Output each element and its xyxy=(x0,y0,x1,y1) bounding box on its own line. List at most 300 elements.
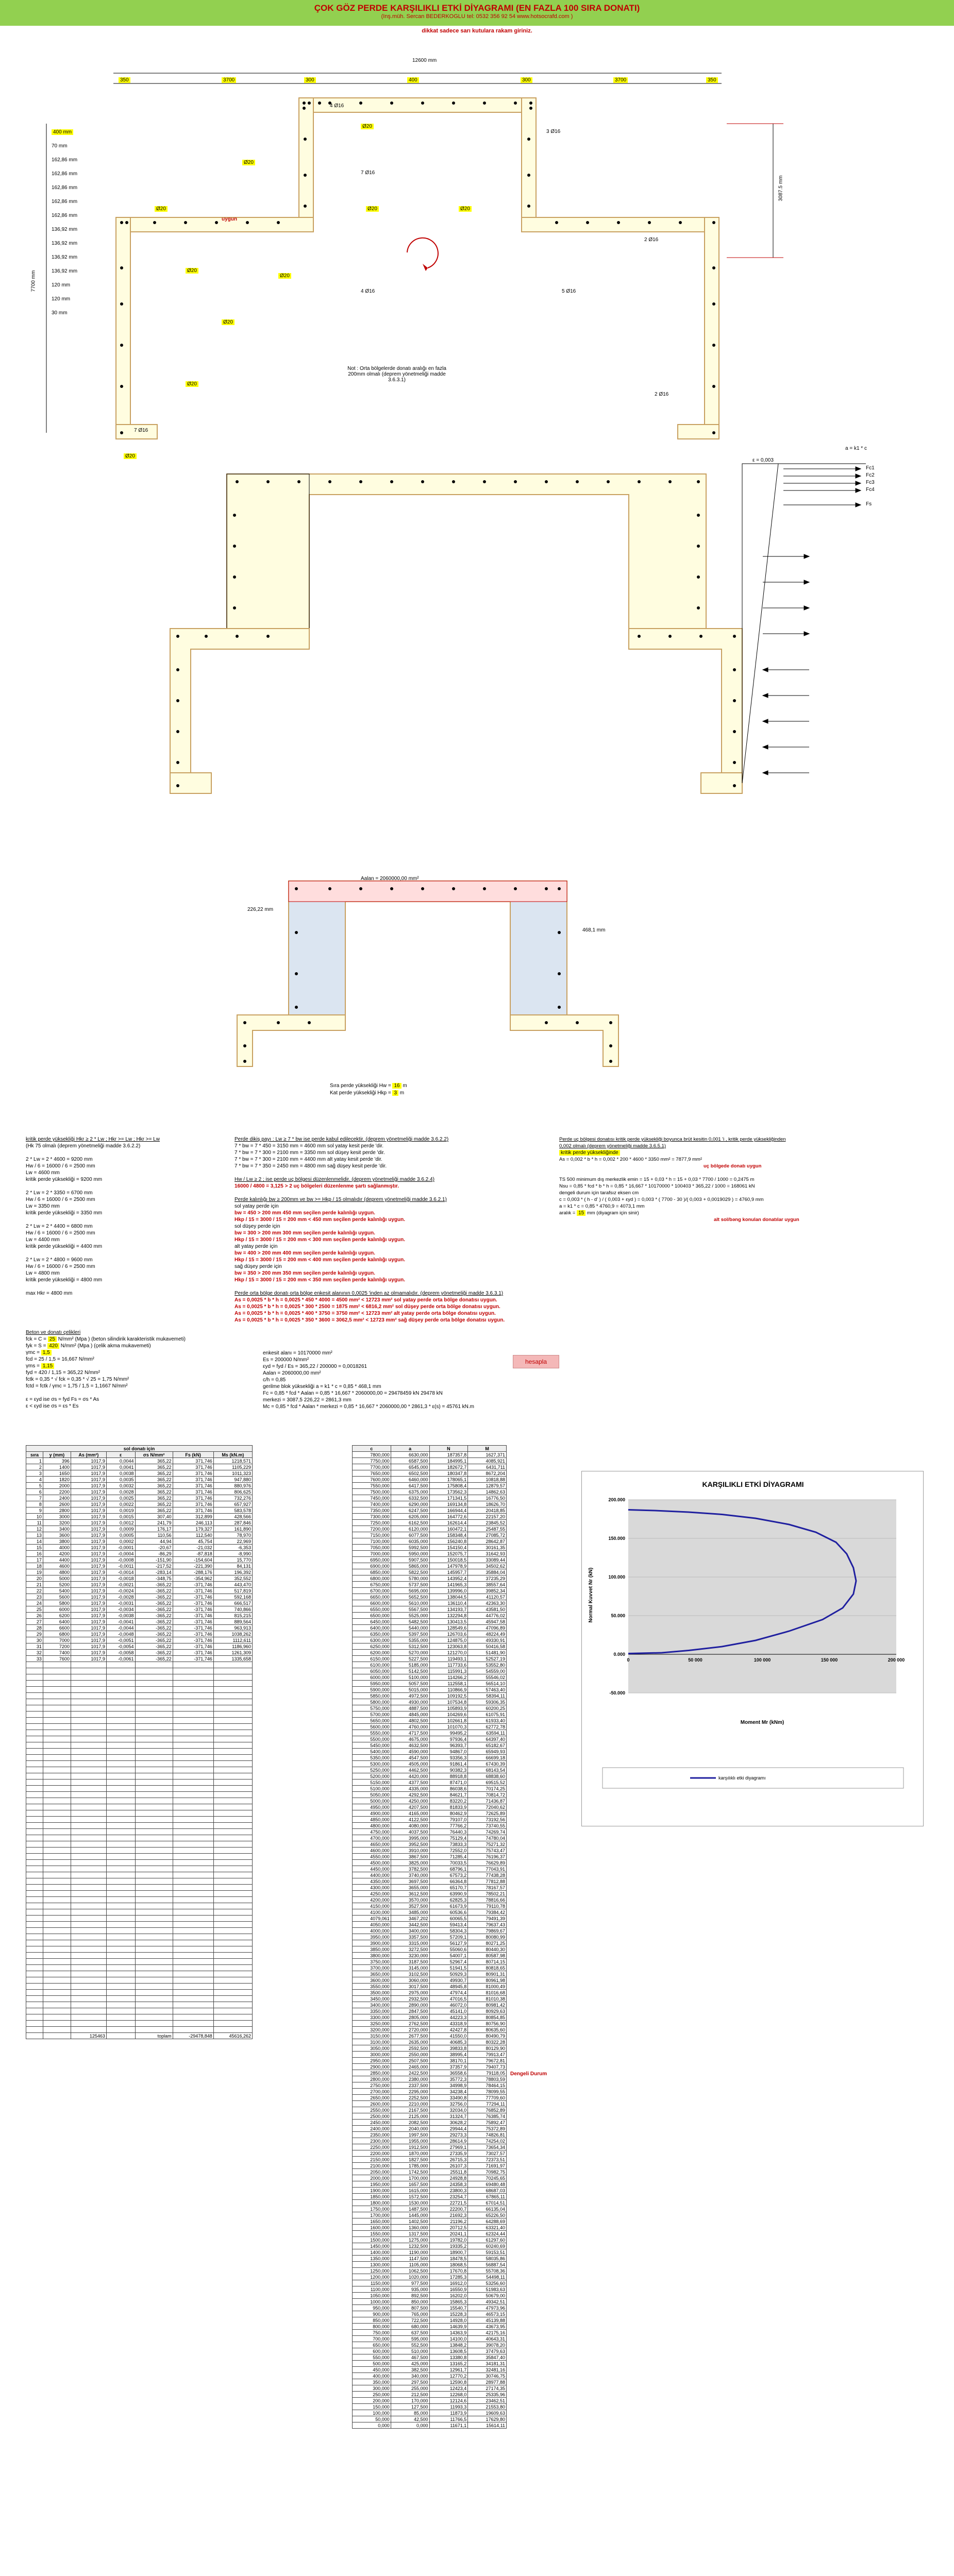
table-cell: 19335,2 xyxy=(429,2243,468,2249)
rebar-box-9[interactable]: Ø20 xyxy=(278,273,291,279)
table-cell: -217,52 xyxy=(135,1563,173,1569)
table-cell: 3950,000 xyxy=(353,1934,391,1940)
table-cell: 16776,50 xyxy=(468,1495,507,1501)
table-cell: 117733,6 xyxy=(429,1662,468,1668)
s1-row: Hw / 6 = 16000 / 6 = 2500 mm xyxy=(26,1197,95,1202)
table-cell: 5800,000 xyxy=(353,1699,391,1705)
table-cell: 365,22 xyxy=(135,1483,173,1489)
table-cell: 3150,000 xyxy=(353,2033,391,2039)
table-cell: -365,22 xyxy=(135,1650,173,1656)
table-row xyxy=(26,1600,253,1606)
table-cell: 5550,000 xyxy=(353,1730,391,1736)
dim-top-5[interactable]: 300 xyxy=(521,77,532,83)
table-row xyxy=(26,1514,253,1520)
empty-row xyxy=(26,1996,253,2002)
compression-area-label: Aalan = 2060000,00 mm² xyxy=(361,876,419,882)
table-cell: 200,000 xyxy=(353,2398,391,2404)
table-cell: 1317,500 xyxy=(391,2231,429,2237)
table-cell: 53256,60 xyxy=(468,2280,507,2286)
table-cell: 47973,96 xyxy=(468,2305,507,2311)
table-row xyxy=(353,1749,507,1755)
table-cell: 16 xyxy=(26,1551,43,1557)
table-cell: 164772,6 xyxy=(429,1514,468,1520)
table-cell: 1800,000 xyxy=(353,2200,391,2206)
table-cell: 110,56 xyxy=(135,1532,173,1538)
rebar-table-header: ε xyxy=(106,1452,135,1458)
table-cell: 12879,57 xyxy=(468,1483,507,1489)
table-row xyxy=(353,2354,507,2361)
rebar-box-2[interactable]: Ø20 xyxy=(242,160,255,165)
calculate-button[interactable]: hesapla xyxy=(513,1355,559,1368)
table-cell: 1360,000 xyxy=(391,2225,429,2231)
table-row xyxy=(353,2027,507,2033)
empty-row xyxy=(26,1810,253,1817)
table-cell: 2167,500 xyxy=(391,2107,429,2113)
table-cell: 11993,3 xyxy=(429,2404,468,2410)
table-cell: 31324,7 xyxy=(429,2113,468,2120)
table-cell: 12770,2 xyxy=(429,2373,468,2379)
empty-row xyxy=(26,1736,253,1742)
input-note: dikkat sadece sarı kutulara rakam giriniz. xyxy=(422,28,532,34)
table-cell: 19609,63 xyxy=(468,2410,507,2416)
table-cell: 170,000 xyxy=(391,2398,429,2404)
table-row xyxy=(353,2144,507,2150)
table-cell: -0,0018 xyxy=(106,1575,135,1582)
table-cell: 130413,5 xyxy=(429,1619,468,1625)
table-cell: 51941,5 xyxy=(429,1965,468,1971)
s1-row: max Hkr = 4800 mm xyxy=(26,1291,73,1296)
table-cell: 78816,66 xyxy=(468,1897,507,1903)
table-cell: -365,22 xyxy=(135,1613,173,1619)
table-cell: 7600,000 xyxy=(353,1477,391,1483)
table-cell: 5600,000 xyxy=(353,1724,391,1730)
table-cell: 4800,000 xyxy=(353,1823,391,1829)
rebar-label-7: 7 Ø16 xyxy=(134,428,148,433)
table-cell: 80818,65 xyxy=(468,1965,507,1971)
table-cell: 184995,1 xyxy=(429,1458,468,1464)
table-cell: 74269,74 xyxy=(468,1829,507,1835)
fck-input[interactable]: 25 xyxy=(48,1336,57,1342)
rebar-box-10[interactable]: Ø20 xyxy=(124,453,137,459)
table-cell: 371,746 xyxy=(173,1483,213,1489)
table-cell: 79107,0 xyxy=(429,1817,468,1823)
dim-top-3[interactable]: 300 xyxy=(304,77,316,83)
table-cell: 5200,000 xyxy=(353,1773,391,1780)
table-cell: 50929,3 xyxy=(429,1971,468,1977)
section3-ylw[interactable]: kritik perde yüksekliğinde xyxy=(559,1150,620,1156)
mid-row: Fc = 0,85 * fcd * Aalan = 0,85 * 16,667 * 2060000,00 = 29478459 kN 29478 kN xyxy=(263,1391,443,1396)
table-cell: 10818,88 xyxy=(468,1477,507,1483)
table-cell: 23 xyxy=(26,1594,43,1600)
table-cell: 6650,000 xyxy=(353,1594,391,1600)
table-cell: 6205,000 xyxy=(391,1514,429,1520)
table-cell: 1017,9 xyxy=(71,1569,106,1575)
section3-p3: dengeli durum için tarafsız eksen cm xyxy=(559,1190,639,1196)
table-cell: 1650 xyxy=(43,1470,71,1477)
table-row xyxy=(353,1606,507,1613)
table-row xyxy=(353,1545,507,1551)
table-cell: 1150,000 xyxy=(353,2280,391,2286)
table-cell: 73740,55 xyxy=(468,1823,507,1829)
table-cell: 17629,80 xyxy=(468,2416,507,2422)
table-cell: 61075,91 xyxy=(468,1711,507,1718)
table-cell: 1955,000 xyxy=(391,2138,429,2144)
table-cell: -151,90 xyxy=(135,1557,173,1563)
interaction-table-header: c xyxy=(353,1446,391,1452)
table-cell: 6450,000 xyxy=(353,1619,391,1625)
table-row xyxy=(353,2194,507,2200)
section2-title: Perde dikiş payı : Lw ≥ 7 * bw ise perde kabul edilecektir. (deprem yönetmeliği madde 3.6.2.2) xyxy=(235,1137,449,1142)
table-cell: 32 xyxy=(26,1650,43,1656)
s2-row3: bw = 450 > 200 mm 450 mm seçilen perde kalınlığı uygun. xyxy=(235,1210,375,1216)
table-cell: 6502,500 xyxy=(391,1470,429,1477)
empty-row xyxy=(26,2014,253,2021)
table-cell: 80322,28 xyxy=(468,2039,507,2045)
table-cell: 63594,11 xyxy=(468,1730,507,1736)
table-cell: -365,22 xyxy=(135,1600,173,1606)
table-cell: 2400 xyxy=(43,1495,71,1501)
empty-row xyxy=(26,1792,253,1798)
critical-height-section xyxy=(26,1136,160,1297)
dim-top-6[interactable]: 3700 xyxy=(613,77,628,83)
table-cell: 1200,000 xyxy=(353,2274,391,2280)
table-cell: 6300,000 xyxy=(353,1637,391,1643)
table-cell: 3550,000 xyxy=(353,1984,391,1990)
left-dim-8: 136,92 mm xyxy=(52,241,78,246)
table-cell: 7300,000 xyxy=(353,1514,391,1520)
table-cell: 5525,000 xyxy=(391,1613,429,1619)
table-row xyxy=(26,1575,253,1582)
table-cell: 3400 xyxy=(43,1526,71,1532)
table-cell: 4505,000 xyxy=(391,1761,429,1767)
table-cell: 255,000 xyxy=(391,2385,429,2392)
table-cell: 963,913 xyxy=(213,1625,252,1631)
table-row xyxy=(353,1477,507,1483)
table-cell: -371,746 xyxy=(173,1619,213,1625)
dim-top-4[interactable]: 400 xyxy=(407,77,419,83)
table-cell: 4377,500 xyxy=(391,1780,429,1786)
table-cell: 49342,51 xyxy=(468,2299,507,2305)
table-cell: 32034,0 xyxy=(429,2107,468,2113)
table-cell: 30161,35 xyxy=(468,1545,507,1551)
table-cell: 15 xyxy=(26,1545,43,1551)
table-cell: 180347,8 xyxy=(429,1470,468,1477)
table-cell: 68687,03 xyxy=(468,2188,507,2194)
rebar-box-6[interactable]: Ø20 xyxy=(222,319,235,325)
table-cell: 2350,000 xyxy=(353,2132,391,2138)
left-dim-1: 70 mm xyxy=(52,143,68,149)
table-row xyxy=(353,1996,507,2002)
table-row xyxy=(353,1643,507,1650)
table-cell: -365,22 xyxy=(135,1625,173,1631)
table-cell: 2000 xyxy=(43,1483,71,1489)
table-cell: 5397,500 xyxy=(391,1631,429,1637)
table-cell: 61933,40 xyxy=(468,1718,507,1724)
table-cell: 182672,7 xyxy=(429,1464,468,1470)
rebar-table-header: As (mm²) xyxy=(71,1452,106,1458)
table-row xyxy=(353,2150,507,2157)
table-row xyxy=(353,2268,507,2274)
table-cell: 36558,6 xyxy=(429,2070,468,2076)
table-cell: 4165,000 xyxy=(391,1810,429,1817)
floor-height-input[interactable]: 3 xyxy=(392,1090,398,1096)
table-cell: -0,0061 xyxy=(106,1656,135,1662)
table-cell: 3230,000 xyxy=(391,1953,429,1959)
table-cell: 31 xyxy=(26,1643,43,1650)
table-cell: 4122,500 xyxy=(391,1817,429,1823)
table-cell: 3000 xyxy=(43,1514,71,1520)
table-row xyxy=(26,1637,253,1643)
table-cell: -21,032 xyxy=(173,1545,213,1551)
left-dim-0[interactable]: 400 mm xyxy=(52,129,73,135)
empty-row xyxy=(26,1749,253,1755)
table-row xyxy=(353,2410,507,2416)
page-title: ÇOK GÖZ PERDE KARŞILIKLI ETKİ DİYAGRAMI (EN FAZLA 100 SIRA DONATI) xyxy=(314,3,640,13)
table-cell: 77294,11 xyxy=(468,2101,507,2107)
table-cell: 1112,611 xyxy=(213,1637,252,1643)
rebar-box-8[interactable]: Ø20 xyxy=(361,124,374,129)
table-cell: 3017,500 xyxy=(391,1984,429,1990)
table-cell: 29 xyxy=(26,1631,43,1637)
mid-row: c/h = 0,85 xyxy=(263,1377,286,1383)
table-cell: 109192,5 xyxy=(429,1693,468,1699)
rebar-label-2: 7 Ø16 xyxy=(361,170,375,176)
table-cell: 70982,75 xyxy=(468,2169,507,2175)
table-cell: 76196,37 xyxy=(468,1854,507,1860)
s1-row: Lw = 4600 mm xyxy=(26,1170,60,1176)
table-cell: 14 xyxy=(26,1538,43,1545)
table-cell: 62772,78 xyxy=(468,1724,507,1730)
s2-row3: sol düşey perde için xyxy=(235,1224,280,1229)
table-cell: 5750,000 xyxy=(353,1705,391,1711)
table-cell: 102661,8 xyxy=(429,1718,468,1724)
table-cell: 4750,000 xyxy=(353,1829,391,1835)
table-cell: 3467,202 xyxy=(391,1916,429,1922)
table-cell: 1011,323 xyxy=(213,1470,252,1477)
mid-row: merkezi = 3087,5 226,22 = 2861,3 mm xyxy=(263,1397,352,1403)
empty-row xyxy=(26,1681,253,1687)
table-cell: 1700,000 xyxy=(353,2212,391,2218)
table-cell: 4400,000 xyxy=(353,1872,391,1878)
table-cell: 30628,2 xyxy=(429,2120,468,2126)
table-cell: -8,990 xyxy=(213,1551,252,1557)
table-cell: 7 xyxy=(26,1495,43,1501)
table-row xyxy=(353,1551,507,1557)
table-cell: 93356,3 xyxy=(429,1755,468,1761)
table-row xyxy=(26,1606,253,1613)
table-cell: -0,0008 xyxy=(106,1557,135,1563)
table-cell: 2800,000 xyxy=(353,2076,391,2082)
table-cell: 78803,59 xyxy=(468,2076,507,2082)
table-cell: -365,22 xyxy=(135,1656,173,1662)
s2-row4: As = 0,0025 * b * h = 0,0025 * 400 * 3750 = 3750 mm² < 12723 mm² alt yatay perde orta bölge donatısı uygun. xyxy=(235,1311,496,1316)
table-cell: 592,168 xyxy=(213,1594,252,1600)
table-cell: 7250,000 xyxy=(353,1520,391,1526)
table-cell: 112,540 xyxy=(173,1532,213,1538)
table-cell: 42363,30 xyxy=(468,1600,507,1606)
table-cell: 76440,3 xyxy=(429,1829,468,1835)
table-cell: 4700,000 xyxy=(353,1835,391,1841)
table-cell: 152075,7 xyxy=(429,1551,468,1557)
table-cell: 6162,500 xyxy=(391,1520,429,1526)
table-cell: 1275,000 xyxy=(391,2237,429,2243)
chart-ylabel: Normal Kuvvet Nr (kN) xyxy=(588,1567,594,1623)
table-cell: 4250,000 xyxy=(353,1891,391,1897)
table-cell: 150,000 xyxy=(353,2404,391,2410)
table-row xyxy=(353,1860,507,1866)
table-row xyxy=(353,2058,507,2064)
table-cell: 2762,500 xyxy=(391,2021,429,2027)
table-cell: 4300,000 xyxy=(353,1885,391,1891)
table-cell: 77812,88 xyxy=(468,1878,507,1885)
table-cell: 66699,18 xyxy=(468,1755,507,1761)
table-cell: 2720,000 xyxy=(391,2027,429,2033)
mid-row: enkesit alanı = 10170000 mm² xyxy=(263,1350,332,1356)
table-row xyxy=(353,2305,507,2311)
table-row xyxy=(353,2021,507,2027)
table-cell: 28614,9 xyxy=(429,2138,468,2144)
table-cell: 3800 xyxy=(43,1538,71,1545)
empty-row xyxy=(26,1946,253,1953)
table-cell: -365,22 xyxy=(135,1606,173,1613)
table-cell: 1017,9 xyxy=(71,1575,106,1582)
table-row xyxy=(353,2212,507,2218)
table-row xyxy=(26,1532,253,1538)
table-cell: 119493,1 xyxy=(429,1656,468,1662)
table-cell: 396 xyxy=(43,1458,71,1464)
table-cell: 5700,000 xyxy=(353,1711,391,1718)
table-row xyxy=(353,2385,507,2392)
left-dim-11: 120 mm xyxy=(52,282,71,288)
s1-row: Lw = 3350 mm xyxy=(26,1204,60,1209)
table-cell: 510,000 xyxy=(391,2348,429,2354)
rebar-box-1[interactable]: Ø20 xyxy=(155,206,168,212)
table-cell: 68838,60 xyxy=(468,1773,507,1780)
legend-label: karşılıklı etki diyagramı xyxy=(718,1775,766,1781)
interval-input[interactable]: 15 xyxy=(577,1210,585,1216)
y-tick-label: 0.000 xyxy=(613,1652,625,1657)
table-cell: 69515,52 xyxy=(468,1780,507,1786)
table-cell: 1785,000 xyxy=(391,2163,429,2169)
table-cell: 371,746 xyxy=(173,1495,213,1501)
table-row xyxy=(353,1792,507,1798)
table-cell: 1261,309 xyxy=(213,1650,252,1656)
table-row xyxy=(353,1736,507,1742)
table-row xyxy=(353,2286,507,2293)
table-cell: 41550,0 xyxy=(429,2033,468,2039)
table-cell: 4600,000 xyxy=(353,1848,391,1854)
table-cell: 5200 xyxy=(43,1582,71,1588)
table-cell: 3527,500 xyxy=(391,1903,429,1909)
rebar-box-7[interactable]: Ø20 xyxy=(186,381,198,387)
table-cell: 5907,500 xyxy=(391,1557,429,1563)
table-row xyxy=(353,1922,507,1928)
table-cell: 27174,35 xyxy=(468,2385,507,2392)
table-cell: 371,746 xyxy=(173,1470,213,1477)
table-cell: 2600,000 xyxy=(353,2101,391,2107)
table-cell: 4037,500 xyxy=(391,1829,429,1835)
table-cell: 1445,000 xyxy=(391,2212,429,2218)
table-cell: 15,770 xyxy=(213,1557,252,1563)
table-cell: 19782,0 xyxy=(429,2237,468,2243)
table-cell: 55708,36 xyxy=(468,2268,507,2274)
table-cell: 25487,55 xyxy=(468,1526,507,1532)
table-row xyxy=(26,1569,253,1575)
table-cell: 80929,63 xyxy=(468,2008,507,2014)
interaction-table xyxy=(352,1445,507,2429)
table-cell: 552,500 xyxy=(391,2342,429,2348)
table-cell: 7750,000 xyxy=(353,1458,391,1464)
table-cell: 80129,90 xyxy=(468,2045,507,2052)
table-cell: 5800 xyxy=(43,1600,71,1606)
compression-zone-drawing xyxy=(0,871,954,1077)
dim-top-2[interactable]: 3700 xyxy=(222,77,236,83)
dim-top-1[interactable]: 350 xyxy=(119,77,130,83)
table-cell: 1742,500 xyxy=(391,2169,429,2175)
gamma-ms-input[interactable]: 1,15 xyxy=(41,1363,54,1369)
table-row xyxy=(353,2157,507,2163)
table-cell: 26715,3 xyxy=(429,2157,468,2163)
table-cell: 1335,658 xyxy=(213,1656,252,1662)
table-cell: 4900,000 xyxy=(353,1810,391,1817)
table-cell: 4760,000 xyxy=(391,1724,429,1730)
table-row xyxy=(26,1545,253,1551)
table-row xyxy=(353,1761,507,1767)
strain-diagram xyxy=(680,453,928,814)
table-cell: 722,500 xyxy=(391,2317,429,2324)
table-cell: 3500,000 xyxy=(353,1990,391,1996)
dim-top-7[interactable]: 350 xyxy=(706,77,718,83)
table-row xyxy=(353,2126,507,2132)
table-cell: 806,625 xyxy=(213,1489,252,1495)
section3-subtitle: 0,002 olmalı (deprem yönetmeliği madde 3.6.5.1) xyxy=(559,1143,666,1149)
plot-area xyxy=(628,1500,896,1693)
rebar-box-3[interactable]: Ø20 xyxy=(366,206,379,212)
left-dim-7: 136,92 mm xyxy=(52,227,78,232)
table-cell: 51481,90 xyxy=(468,1650,507,1656)
empty-row xyxy=(26,2008,253,2014)
table-row xyxy=(353,1891,507,1897)
rebar-box-5[interactable]: Ø20 xyxy=(186,268,198,274)
table-row xyxy=(26,1501,253,1507)
table-row xyxy=(353,2175,507,2181)
table-cell: 6460,000 xyxy=(391,1477,429,1483)
table-cell: 23800,3 xyxy=(429,2188,468,2194)
table-cell: 246,113 xyxy=(173,1520,213,1526)
fyk-input[interactable]: 420 xyxy=(47,1343,59,1349)
left-dim-10: 136,92 mm xyxy=(52,268,78,274)
table-cell: 96393,7 xyxy=(429,1742,468,1749)
table-cell: 3350,000 xyxy=(353,2008,391,2014)
table-cell: 35884,04 xyxy=(468,1569,507,1575)
table-cell: 37479,63 xyxy=(468,2348,507,2354)
table-cell: -0,0051 xyxy=(106,1637,135,1643)
strain-label-fc1: Fc1 xyxy=(866,465,875,471)
rebar-box-4[interactable]: Ø20 xyxy=(459,206,472,212)
table-row xyxy=(353,1631,507,1637)
table-cell: 32756,0 xyxy=(429,2101,468,2107)
table-cell: -154,604 xyxy=(173,1557,213,1563)
table-row xyxy=(26,1458,253,1464)
table-cell: 4200 xyxy=(43,1551,71,1557)
table-cell: 5822,500 xyxy=(391,1569,429,1575)
wall-height-input[interactable]: 16 xyxy=(392,1083,401,1089)
table-cell: 0,0038 xyxy=(106,1470,135,1477)
table-row xyxy=(353,1730,507,1736)
gamma-mc-input[interactable]: 1,5 xyxy=(41,1350,52,1355)
table-cell: 5440,000 xyxy=(391,1625,429,1631)
table-cell: 4887,500 xyxy=(391,1705,429,1711)
